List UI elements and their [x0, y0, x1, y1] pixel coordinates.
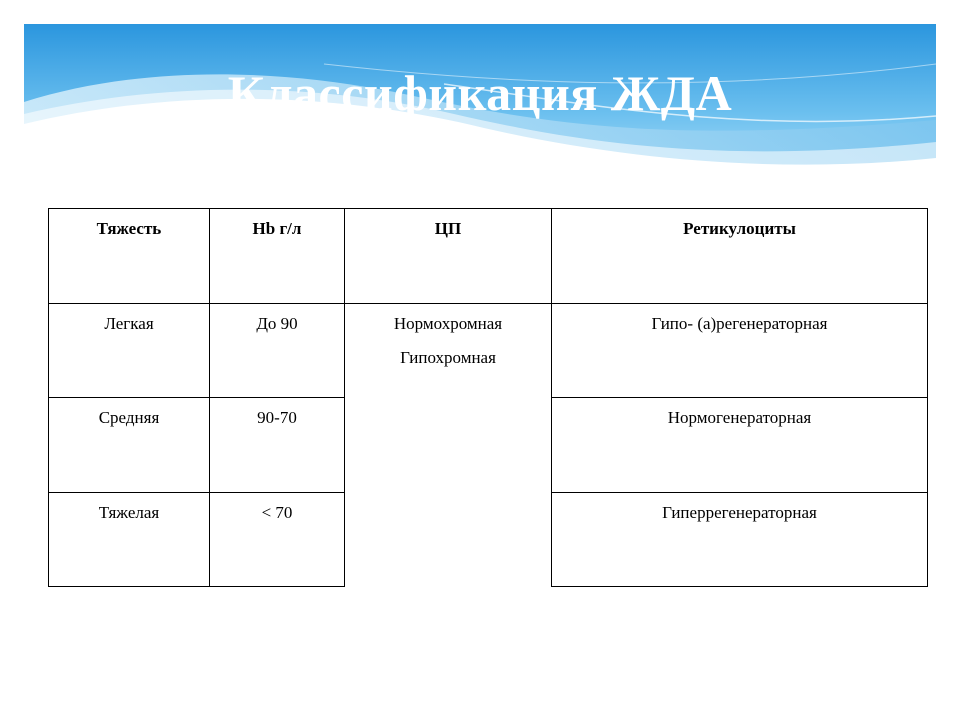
header-severity: Тяжесть	[49, 209, 210, 304]
cell-severity: Тяжелая	[49, 492, 210, 587]
cell-severity: Средняя	[49, 398, 210, 493]
cell-hb: До 90	[210, 303, 345, 398]
anemia-classification-table	[48, 208, 928, 587]
cell-cp	[345, 303, 552, 587]
header-hb: Hb г/л	[210, 209, 345, 304]
cell-hb: 90-70	[210, 398, 345, 493]
header-cp: ЦП	[345, 209, 552, 304]
cell-reticulocytes: Гипо- (а)регенераторная	[552, 303, 928, 398]
slide-title: Классификация ЖДА	[227, 65, 733, 121]
table-row	[49, 303, 928, 398]
cell-reticulocytes: Гиперрегенераторная	[552, 492, 928, 587]
cp-value-normochromic: Нормохромная	[393, 313, 503, 333]
cell-hb: < 70	[210, 492, 345, 587]
cell-severity: Легкая	[49, 303, 210, 398]
cp-value-hypochromic: Гипохромная	[400, 347, 496, 367]
header-reticulocytes: Ретикулоциты	[552, 209, 928, 304]
table-header-row	[49, 209, 928, 304]
cell-reticulocytes: Нормогенераторная	[552, 398, 928, 493]
